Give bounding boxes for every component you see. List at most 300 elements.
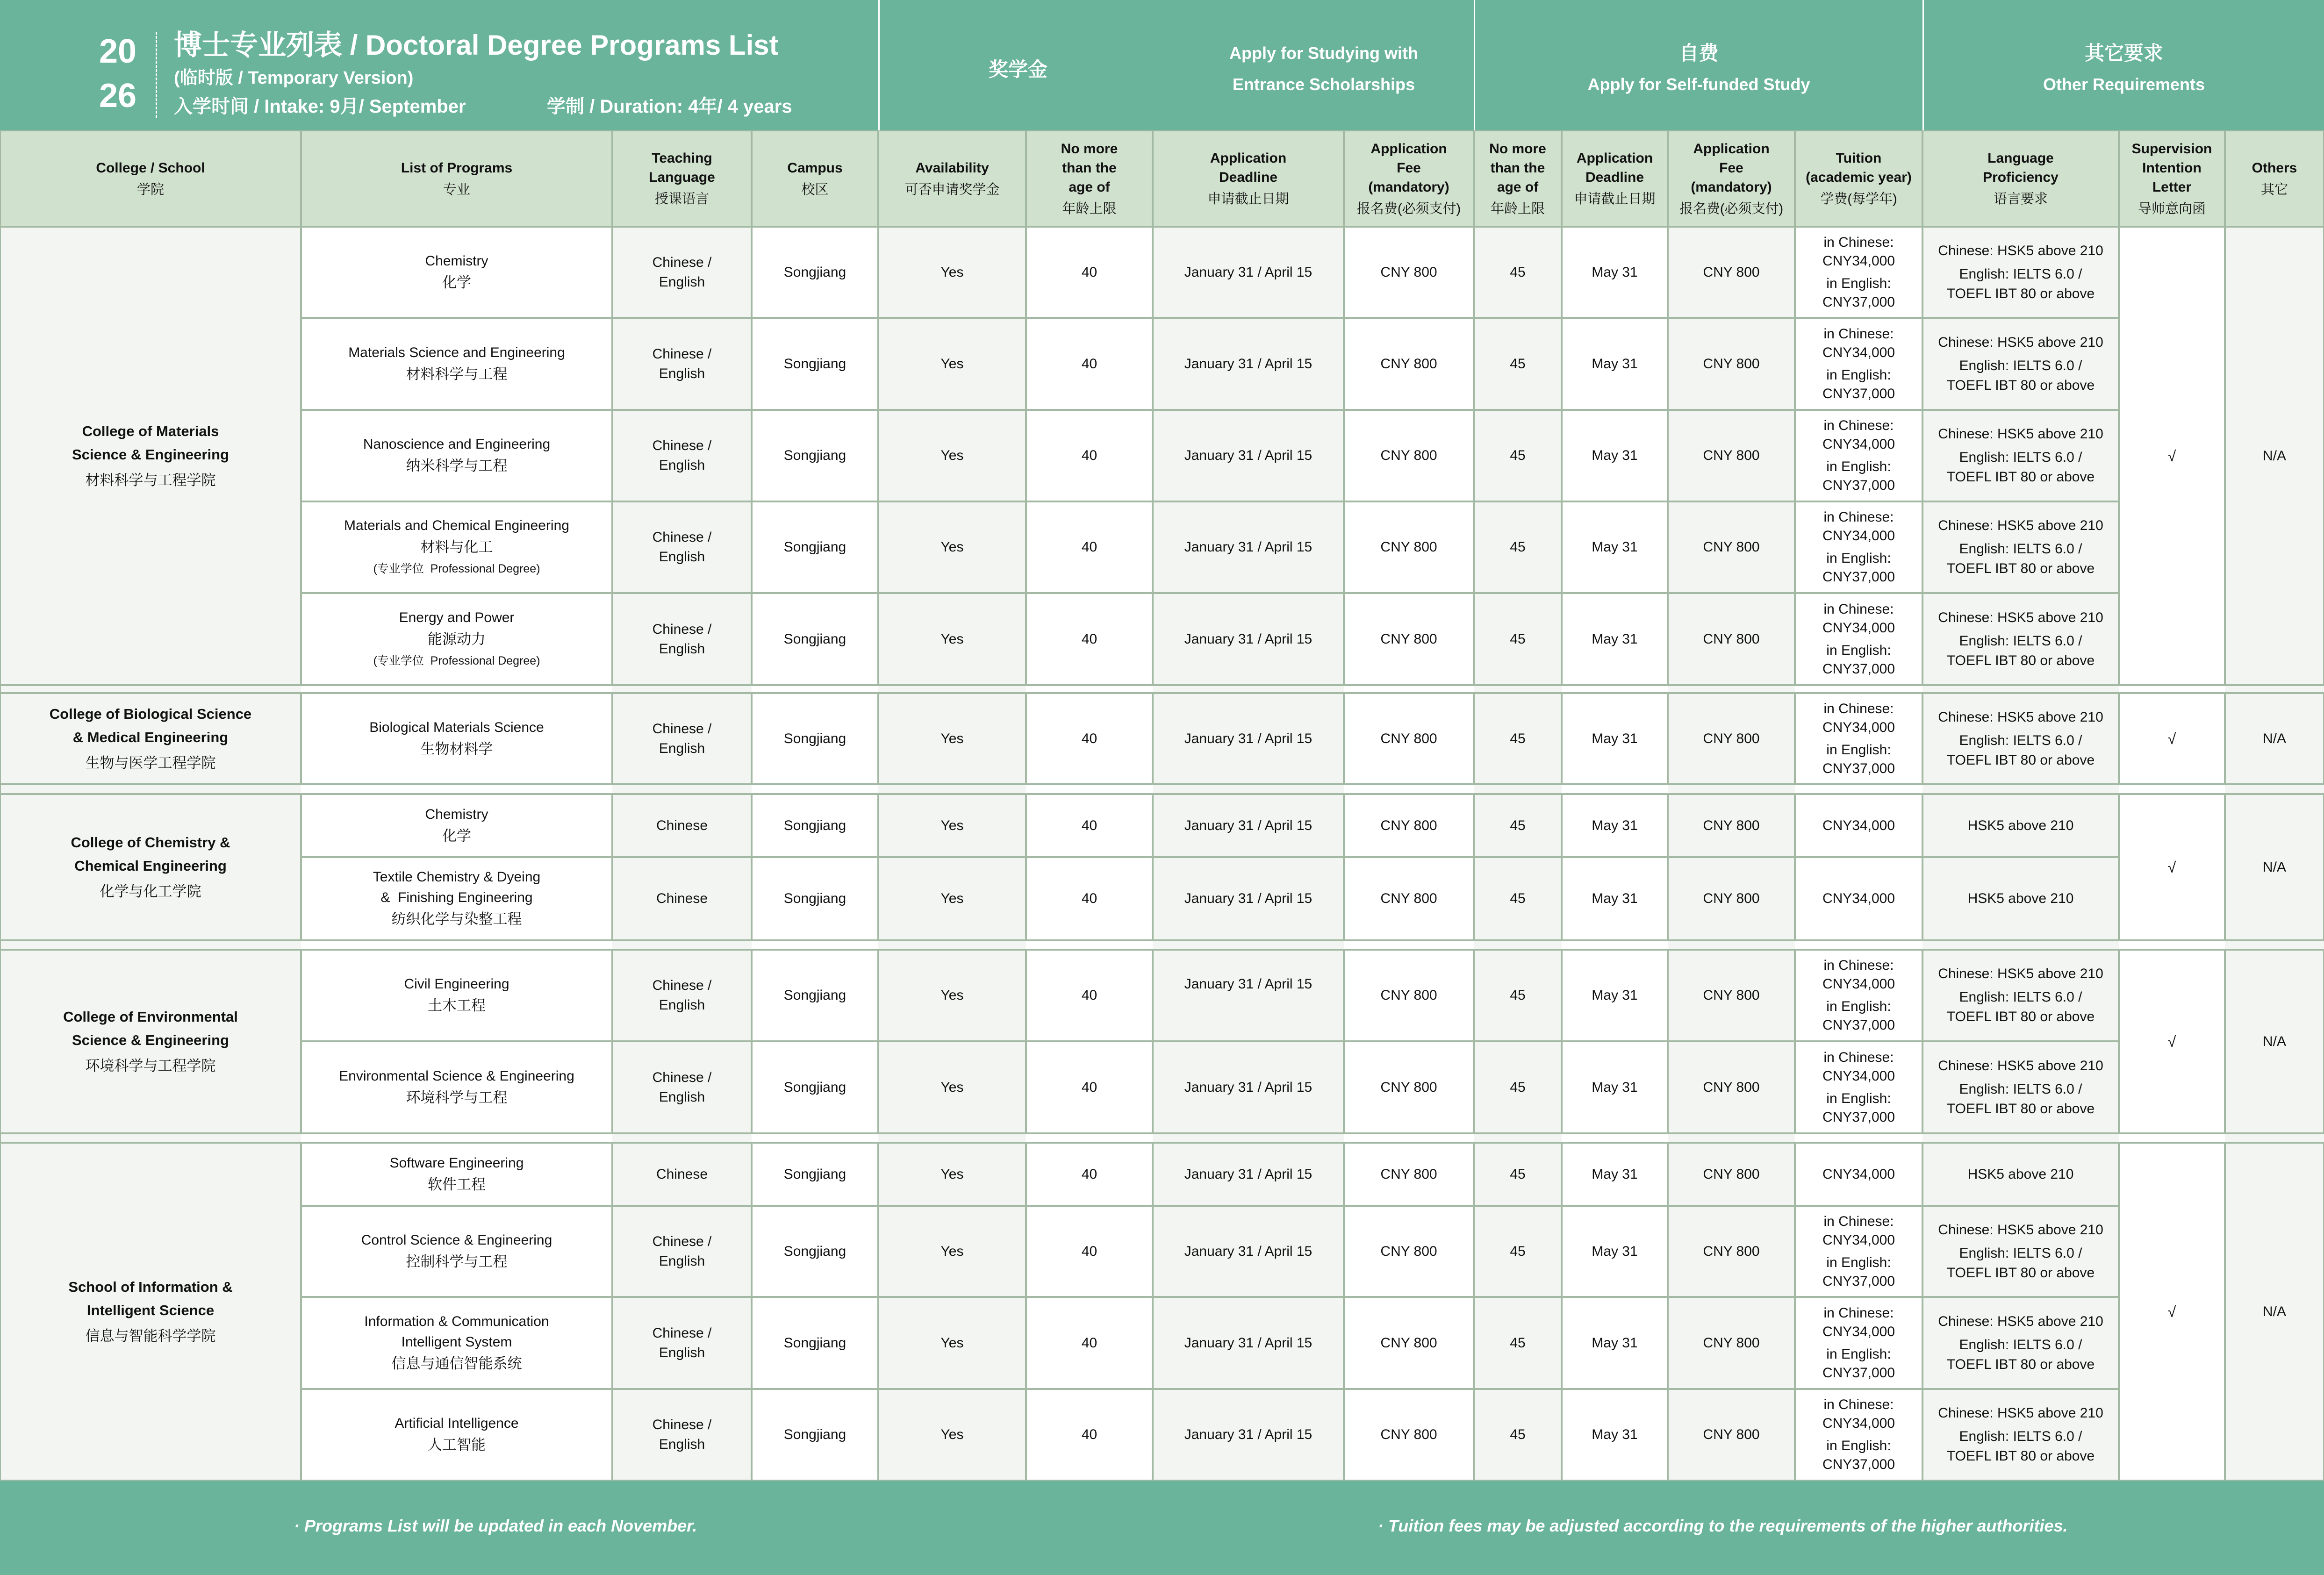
- self-funded-age-limit-cell: [1474, 593, 1562, 685]
- scholarship-fee-value: CNY 800: [1380, 891, 1437, 906]
- column-header-label-cn: 报名费(必须支付): [1356, 201, 1461, 216]
- self-funded-fee-value: CNY 800: [1703, 891, 1760, 906]
- scholarship-availability-cell: [878, 1389, 1026, 1481]
- section-spacer: [1344, 784, 1474, 794]
- self-funded-age-limit-cell: [1474, 318, 1562, 410]
- teaching-language-cell: [612, 318, 752, 410]
- tuition-cell: [1795, 501, 1922, 593]
- tuition-line: in Chinese:: [1823, 1397, 1894, 1412]
- program-name-en: Nanoscience and Engineering: [363, 437, 551, 452]
- self-funded-deadline-value: May 31: [1592, 1166, 1638, 1182]
- self-funded-group-label-en: Apply for Self-funded Study: [1587, 75, 1810, 94]
- program-cell: [301, 1143, 612, 1206]
- tuition-line: CNY34,000: [1822, 1324, 1895, 1339]
- self-funded-age-limit-value: 45: [1510, 448, 1526, 463]
- section-spacer: [0, 940, 301, 950]
- section-spacer: [1562, 1133, 1668, 1143]
- teaching-language-cell: [612, 794, 752, 857]
- scholarship-deadline-value: January 31 / April 15: [1184, 539, 1313, 555]
- program-degree-note: (专业学位 Professional Degree): [373, 654, 540, 667]
- others-cell: [2225, 950, 2324, 1133]
- tuition-line: in English:: [1826, 1090, 1891, 1106]
- language-proficiency-line: English: IELTS 6.0 /: [1959, 266, 2082, 282]
- section-spacer: [301, 685, 612, 693]
- program-cell: [301, 1389, 612, 1481]
- scholarship-fee-cell: [1344, 410, 1474, 501]
- tuition-line: CNY37,000: [1822, 1457, 1895, 1472]
- column-header-label-en: (academic year): [1806, 170, 1912, 185]
- tuition-line: CNY34,000: [1822, 253, 1895, 269]
- college-name-en: Chemical Engineering: [74, 857, 227, 874]
- teaching-language-cell: [612, 1206, 752, 1297]
- self-funded-deadline-value: May 31: [1592, 631, 1638, 647]
- section-spacer: [0, 1133, 301, 1143]
- self-funded-age-limit-value: 45: [1510, 356, 1526, 372]
- campus-value: Songjiang: [783, 1335, 846, 1351]
- column-header-label-en: than the: [1062, 160, 1117, 176]
- tuition-line: CNY34,000: [1822, 719, 1895, 735]
- scholarship-availability-value: Yes: [940, 891, 964, 906]
- section-spacer: [1795, 940, 1922, 950]
- tuition-cell: [1795, 950, 1922, 1041]
- program-name-en: Information & Communication: [364, 1313, 549, 1329]
- self-funded-fee-cell: [1668, 593, 1795, 685]
- scholarship-deadline-value: January 31 / April 15: [1184, 356, 1313, 372]
- column-header-label-en: Application: [1210, 150, 1287, 166]
- tuition-cell: [1795, 1041, 1922, 1133]
- column-header-label-cn: 其它: [2260, 182, 2288, 197]
- language-proficiency-line: Chinese: HSK5 above 210: [1938, 1222, 2103, 1238]
- campus-cell: [752, 1389, 878, 1481]
- language-proficiency-line: TOEFL IBT 80 or above: [1946, 286, 2095, 301]
- language-proficiency-cell: [1922, 794, 2119, 857]
- scholarship-age-limit-value: 40: [1081, 631, 1097, 647]
- column-header-label-en: Supervision: [2131, 141, 2212, 157]
- section-spacer: [1668, 1133, 1795, 1143]
- teaching-language-line: English: [659, 458, 705, 473]
- language-proficiency-line: Chinese: HSK5 above 210: [1938, 426, 2103, 442]
- language-proficiency-cell: [1922, 1297, 2119, 1389]
- language-proficiency-line: Chinese: HSK5 above 210: [1938, 518, 2103, 533]
- column-header-label-en: Others: [2252, 160, 2297, 176]
- column-header-label-cn: 可否申请奖学金: [904, 182, 1000, 197]
- college-name-en: Science & Engineering: [72, 1031, 229, 1048]
- tuition-line: CNY37,000: [1822, 1273, 1895, 1289]
- scholarship-fee-cell: [1344, 1297, 1474, 1389]
- college-name-cn: 信息与智能科学学院: [85, 1327, 216, 1344]
- campus-cell: [752, 318, 878, 410]
- self-funded-deadline-value: May 31: [1592, 988, 1638, 1003]
- scholarship-deadline-value: January 31 / April 15: [1184, 448, 1313, 463]
- scholarship-age-limit-value: 40: [1081, 1427, 1097, 1442]
- section-spacer: [1474, 685, 1562, 693]
- tuition-line: CNY34,000: [1822, 620, 1895, 636]
- column-header-label-en: than the: [1490, 160, 1545, 176]
- section-spacer: [2119, 940, 2225, 950]
- scholarship-deadline-cell: [1153, 693, 1344, 784]
- scholarship-fee-cell: [1344, 857, 1474, 940]
- column-header-campus: [752, 130, 878, 227]
- scholarship-age-limit-cell: [1026, 857, 1153, 940]
- campus-value: Songjiang: [783, 1243, 846, 1259]
- self-funded-deadline-cell: [1562, 857, 1668, 940]
- tuition-line: CNY34,000: [1822, 1068, 1895, 1084]
- column-header-label-cn: 申请截止日期: [1574, 192, 1656, 207]
- section-spacer: [2225, 685, 2324, 693]
- campus-value: Songjiang: [783, 988, 846, 1003]
- supervision-letter-cell: [2119, 1143, 2225, 1481]
- scholarship-age-limit-cell: [1026, 1389, 1153, 1481]
- self-funded-deadline-value: May 31: [1592, 356, 1638, 372]
- program-cell: [301, 501, 612, 593]
- section-spacer: [1026, 940, 1153, 950]
- scholarship-deadline-value: January 31 / April 15: [1184, 1166, 1313, 1182]
- language-proficiency-line: English: IELTS 6.0 /: [1959, 989, 2082, 1005]
- self-funded-deadline-cell: [1562, 1143, 1668, 1206]
- scholarship-availability-cell: [878, 1206, 1026, 1297]
- self-funded-deadline-value: May 31: [1592, 1079, 1638, 1095]
- program-name-cn: 化学: [442, 274, 471, 291]
- language-proficiency-line: Chinese: HSK5 above 210: [1938, 243, 2103, 258]
- column-header-label-en: Letter: [2152, 179, 2192, 195]
- language-proficiency-cell: [1922, 1389, 2119, 1481]
- scholarship-fee-cell: [1344, 593, 1474, 685]
- self-funded-fee-value: CNY 800: [1703, 448, 1760, 463]
- scholarship-availability-cell: [878, 857, 1026, 940]
- scholarship-fee-value: CNY 800: [1380, 448, 1437, 463]
- tuition-line: in Chinese:: [1823, 1305, 1894, 1321]
- language-proficiency-line: TOEFL IBT 80 or above: [1946, 1356, 2095, 1372]
- self-funded-age-limit-cell: [1474, 1206, 1562, 1297]
- self-funded-age-limit-cell: [1474, 501, 1562, 593]
- program-name-cn: 人工智能: [428, 1437, 486, 1453]
- tuition-line: CNY37,000: [1822, 386, 1895, 401]
- self-funded-fee-cell: [1668, 410, 1795, 501]
- section-spacer: [752, 940, 878, 950]
- tuition-line: in Chinese:: [1823, 234, 1894, 250]
- scholarship-age-limit-cell: [1026, 227, 1153, 318]
- others-cell: [2225, 794, 2324, 940]
- column-header-scholarship-age-limit: [1026, 130, 1153, 227]
- self-funded-age-limit-value: 45: [1510, 1079, 1526, 1095]
- column-header-tuition: [1795, 130, 1922, 227]
- teaching-language-line: Chinese /: [652, 530, 712, 545]
- program-name-cn: 材料科学与工程: [406, 365, 508, 382]
- language-proficiency-cell: [1922, 950, 2119, 1041]
- teaching-language-line: Chinese /: [652, 1233, 712, 1249]
- others-cell: [2225, 1143, 2324, 1481]
- scholarship-age-limit-value: 40: [1081, 1079, 1097, 1095]
- column-header-label-cn: 导师意向函: [2138, 201, 2206, 216]
- tuition-line: CNY34,000: [1822, 1166, 1895, 1182]
- teaching-language-line: English: [659, 997, 705, 1013]
- teaching-language-cell: [612, 1143, 752, 1206]
- self-funded-age-limit-value: 45: [1510, 1335, 1526, 1351]
- section-spacer: [1922, 784, 2119, 794]
- college-name-cn: 材料科学与工程学院: [85, 472, 216, 488]
- scholarship-deadline-value: January 31 / April 15: [1184, 1243, 1313, 1259]
- tuition-line: CNY37,000: [1822, 1365, 1895, 1381]
- others-value: N/A: [2262, 1033, 2286, 1049]
- program-name-cn: 纳米科学与工程: [406, 458, 508, 474]
- college-cell: [0, 950, 301, 1133]
- section-spacer: [752, 1133, 878, 1143]
- self-funded-deadline-cell: [1562, 1297, 1668, 1389]
- teaching-language-line: Chinese /: [652, 721, 712, 737]
- scholarship-deadline-value: January 31 / April 15: [1184, 1335, 1313, 1351]
- supervision-check-mark: √: [2167, 1303, 2176, 1320]
- self-funded-age-limit-value: 45: [1510, 730, 1526, 746]
- column-header-label-cn: 专业: [443, 182, 470, 197]
- section-spacer: [1668, 784, 1795, 794]
- scholarship-availability-value: Yes: [940, 631, 964, 647]
- language-proficiency-cell: [1922, 501, 2119, 593]
- section-spacer: [1795, 685, 1922, 693]
- program-name-en: Chemistry: [425, 253, 488, 269]
- college-name-en: College of Chemistry &: [71, 834, 230, 851]
- program-name-cn: 环境科学与工程: [406, 1089, 508, 1106]
- self-funded-group-label-cn: 自费: [1679, 42, 1719, 64]
- program-name-en: Chemistry: [425, 806, 488, 822]
- tuition-cell: [1795, 593, 1922, 685]
- tuition-cell: [1795, 1143, 1922, 1206]
- scholarship-fee-cell: [1344, 1143, 1474, 1206]
- section-spacer: [612, 784, 752, 794]
- section-spacer: [1026, 1133, 1153, 1143]
- teaching-language-cell: [612, 693, 752, 784]
- scholarship-fee-value: CNY 800: [1380, 1427, 1437, 1442]
- campus-cell: [752, 794, 878, 857]
- teaching-language-line: Chinese /: [652, 978, 712, 993]
- tuition-line: in English:: [1826, 1254, 1891, 1270]
- program-cell: [301, 693, 612, 784]
- teaching-language-line: English: [659, 365, 705, 381]
- scholarship-deadline-cell: [1153, 857, 1344, 940]
- column-header-label-en: Fee: [1719, 160, 1743, 176]
- column-header-scholarship-fee: [1344, 130, 1474, 227]
- campus-value: Songjiang: [783, 817, 846, 833]
- tuition-line: in English:: [1826, 642, 1891, 658]
- program-name-en: Environmental Science & Engineering: [339, 1068, 574, 1084]
- self-funded-fee-value: CNY 800: [1703, 539, 1760, 555]
- language-proficiency-cell: [1922, 593, 2119, 685]
- scholarship-fee-value: CNY 800: [1380, 264, 1437, 280]
- column-header-label-en: Application: [1370, 141, 1447, 157]
- tuition-cell: [1795, 1206, 1922, 1297]
- teaching-language-line: English: [659, 1253, 705, 1269]
- college-name-en: Science & Engineering: [72, 446, 229, 463]
- self-funded-deadline-cell: [1562, 1041, 1668, 1133]
- self-funded-fee-value: CNY 800: [1703, 817, 1760, 833]
- program-cell: [301, 1297, 612, 1389]
- program-degree-note: (专业学位 Professional Degree): [373, 562, 540, 575]
- tuition-cell: [1795, 318, 1922, 410]
- self-funded-age-limit-cell: [1474, 227, 1562, 318]
- language-proficiency-line: Chinese: HSK5 above 210: [1938, 609, 2103, 625]
- tuition-line: CNY37,000: [1822, 569, 1895, 585]
- self-funded-age-limit-cell: [1474, 1143, 1562, 1206]
- scholarship-age-limit-cell: [1026, 1297, 1153, 1389]
- tuition-line: CNY34,000: [1822, 528, 1895, 544]
- section-spacer: [878, 940, 1026, 950]
- scholarship-age-limit-value: 40: [1081, 356, 1097, 372]
- college-name-en: College of Biological Science: [49, 705, 252, 722]
- program-cell: [301, 318, 612, 410]
- self-funded-age-limit-cell: [1474, 693, 1562, 784]
- self-funded-fee-cell: [1668, 693, 1795, 784]
- scholarship-fee-value: CNY 800: [1380, 1335, 1437, 1351]
- program-name-en: Materials and Chemical Engineering: [344, 518, 569, 533]
- program-name-cn: 能源动力: [428, 630, 486, 647]
- section-spacer: [1474, 940, 1562, 950]
- tuition-line: in English:: [1826, 367, 1891, 383]
- others-cell: [2225, 693, 2324, 784]
- scholarship-fee-cell: [1344, 693, 1474, 784]
- self-funded-age-limit-cell: [1474, 857, 1562, 940]
- self-funded-fee-value: CNY 800: [1703, 356, 1760, 372]
- language-proficiency-line: HSK5 above 210: [1967, 1166, 2074, 1182]
- program-name-cn: 土木工程: [428, 997, 486, 1014]
- section-spacer: [1562, 685, 1668, 693]
- college-name-en: Intelligent Science: [86, 1302, 215, 1318]
- self-funded-age-limit-cell: [1474, 410, 1562, 501]
- scholarship-availability-cell: [878, 693, 1026, 784]
- college-cell: [0, 1143, 301, 1481]
- scholarship-availability-value: Yes: [940, 988, 964, 1003]
- section-spacer: [1922, 940, 2119, 950]
- column-header-label-en: Application: [1576, 150, 1653, 166]
- column-header-label-en: (mandatory): [1691, 179, 1772, 195]
- tuition-line: in Chinese:: [1823, 1049, 1894, 1065]
- column-header-scholarship-deadline: [1153, 130, 1344, 227]
- column-header-teaching-language: [612, 130, 752, 227]
- self-funded-fee-cell: [1668, 227, 1795, 318]
- scholarship-fee-value: CNY 800: [1380, 1166, 1437, 1182]
- scholarship-fee-value: CNY 800: [1380, 1243, 1437, 1259]
- program-cell: [301, 1041, 612, 1133]
- scholarship-availability-value: Yes: [940, 539, 964, 555]
- scholarship-availability-value: Yes: [940, 356, 964, 372]
- scholarship-fee-cell: [1344, 950, 1474, 1041]
- self-funded-age-limit-value: 45: [1510, 817, 1526, 833]
- teaching-language-line: English: [659, 1437, 705, 1452]
- column-header-label-en: Intention: [2142, 160, 2202, 176]
- scholarship-fee-value: CNY 800: [1380, 356, 1437, 372]
- scholarship-deadline-value: January 31 / April 15: [1184, 631, 1313, 647]
- column-header-self-funded-age-limit: [1474, 130, 1562, 227]
- teaching-language-line: Chinese /: [652, 1417, 712, 1432]
- teaching-language-cell: [612, 1041, 752, 1133]
- self-funded-fee-cell: [1668, 1297, 1795, 1389]
- program-name-en: & Finishing Engineering: [380, 890, 533, 905]
- self-funded-deadline-cell: [1562, 318, 1668, 410]
- teaching-language-line: Chinese /: [652, 621, 712, 637]
- scholarship-age-limit-cell: [1026, 410, 1153, 501]
- supervision-letter-cell: [2119, 950, 2225, 1133]
- scholarship-availability-value: Yes: [940, 1427, 964, 1442]
- section-spacer: [1668, 940, 1795, 950]
- teaching-language-line: English: [659, 1345, 705, 1360]
- section-spacer: [1562, 784, 1668, 794]
- language-proficiency-line: Chinese: HSK5 above 210: [1938, 334, 2103, 350]
- program-cell: [301, 857, 612, 940]
- language-proficiency-line: TOEFL IBT 80 or above: [1946, 1009, 2095, 1024]
- self-funded-fee-cell: [1668, 1206, 1795, 1297]
- tuition-line: CNY34,000: [1822, 1232, 1895, 1248]
- self-funded-fee-value: CNY 800: [1703, 730, 1760, 746]
- column-header-label-cn: 年龄上限: [1490, 201, 1545, 216]
- tuition-line: CNY34,000: [1822, 437, 1895, 452]
- language-proficiency-line: Chinese: HSK5 above 210: [1938, 1058, 2103, 1074]
- column-header-label-cn: 年龄上限: [1062, 201, 1117, 216]
- tuition-line: in Chinese:: [1823, 701, 1894, 716]
- language-proficiency-cell: [1922, 857, 2119, 940]
- self-funded-deadline-cell: [1562, 410, 1668, 501]
- program-name-en: Artificial Intelligence: [395, 1416, 519, 1431]
- self-funded-fee-cell: [1668, 794, 1795, 857]
- tuition-line: in Chinese:: [1823, 326, 1894, 342]
- scholarship-age-limit-value: 40: [1081, 730, 1097, 746]
- scholarship-age-limit-cell: [1026, 593, 1153, 685]
- teaching-language-cell: [612, 950, 752, 1041]
- self-funded-age-limit-cell: [1474, 794, 1562, 857]
- scholarship-fee-value: CNY 800: [1380, 1079, 1437, 1095]
- tuition-line: CNY37,000: [1822, 478, 1895, 493]
- self-funded-age-limit-value: 45: [1510, 264, 1526, 280]
- section-spacer: [1344, 1133, 1474, 1143]
- scholarship-deadline-cell: [1153, 1297, 1344, 1389]
- tuition-line: CNY34,000: [1822, 817, 1895, 833]
- language-proficiency-line: TOEFL IBT 80 or above: [1946, 752, 2095, 768]
- language-proficiency-cell: [1922, 693, 2119, 784]
- self-funded-age-limit-cell: [1474, 1297, 1562, 1389]
- scholarship-fee-value: CNY 800: [1380, 539, 1437, 555]
- self-funded-deadline-value: May 31: [1592, 817, 1638, 833]
- column-header-label-cn: 语言要求: [1993, 192, 2048, 207]
- scholarship-group-line: Entrance Scholarships: [1232, 75, 1415, 94]
- scholarship-deadline-value: January 31 / April 15: [1184, 891, 1313, 906]
- language-proficiency-line: TOEFL IBT 80 or above: [1946, 469, 2095, 485]
- tuition-line: CNY37,000: [1822, 1017, 1895, 1033]
- column-header-label-en: age of: [1497, 179, 1539, 195]
- section-spacer: [1795, 784, 1922, 794]
- scholarship-availability-cell: [878, 501, 1026, 593]
- scholarship-age-limit-value: 40: [1081, 1335, 1097, 1351]
- scholarship-deadline-cell: [1153, 794, 1344, 857]
- scholarship-deadline-cell: [1153, 1389, 1344, 1481]
- others-value: N/A: [2262, 730, 2286, 746]
- scholarship-age-limit-cell: [1026, 1206, 1153, 1297]
- tuition-line: in Chinese:: [1823, 1213, 1894, 1229]
- language-proficiency-cell: [1922, 227, 2119, 318]
- language-proficiency-line: Chinese: HSK5 above 210: [1938, 1405, 2103, 1421]
- language-proficiency-line: TOEFL IBT 80 or above: [1946, 652, 2095, 668]
- program-cell: [301, 227, 612, 318]
- campus-cell: [752, 950, 878, 1041]
- self-funded-age-limit-value: 45: [1510, 539, 1526, 555]
- scholarship-age-limit-cell: [1026, 950, 1153, 1041]
- self-funded-fee-cell: [1668, 1041, 1795, 1133]
- column-header-label-cn: 申请截止日期: [1207, 192, 1289, 207]
- column-header-others: [2225, 130, 2324, 227]
- scholarship-fee-cell: [1344, 794, 1474, 857]
- scholarship-fee-cell: [1344, 1206, 1474, 1297]
- language-proficiency-line: English: IELTS 6.0 /: [1959, 1245, 2082, 1261]
- tuition-line: CNY37,000: [1822, 1109, 1895, 1125]
- scholarship-deadline-cell: [1153, 950, 1344, 1041]
- program-name-en: Software Engineering: [389, 1155, 524, 1171]
- college-name-cn: 生物与医学工程学院: [85, 754, 216, 771]
